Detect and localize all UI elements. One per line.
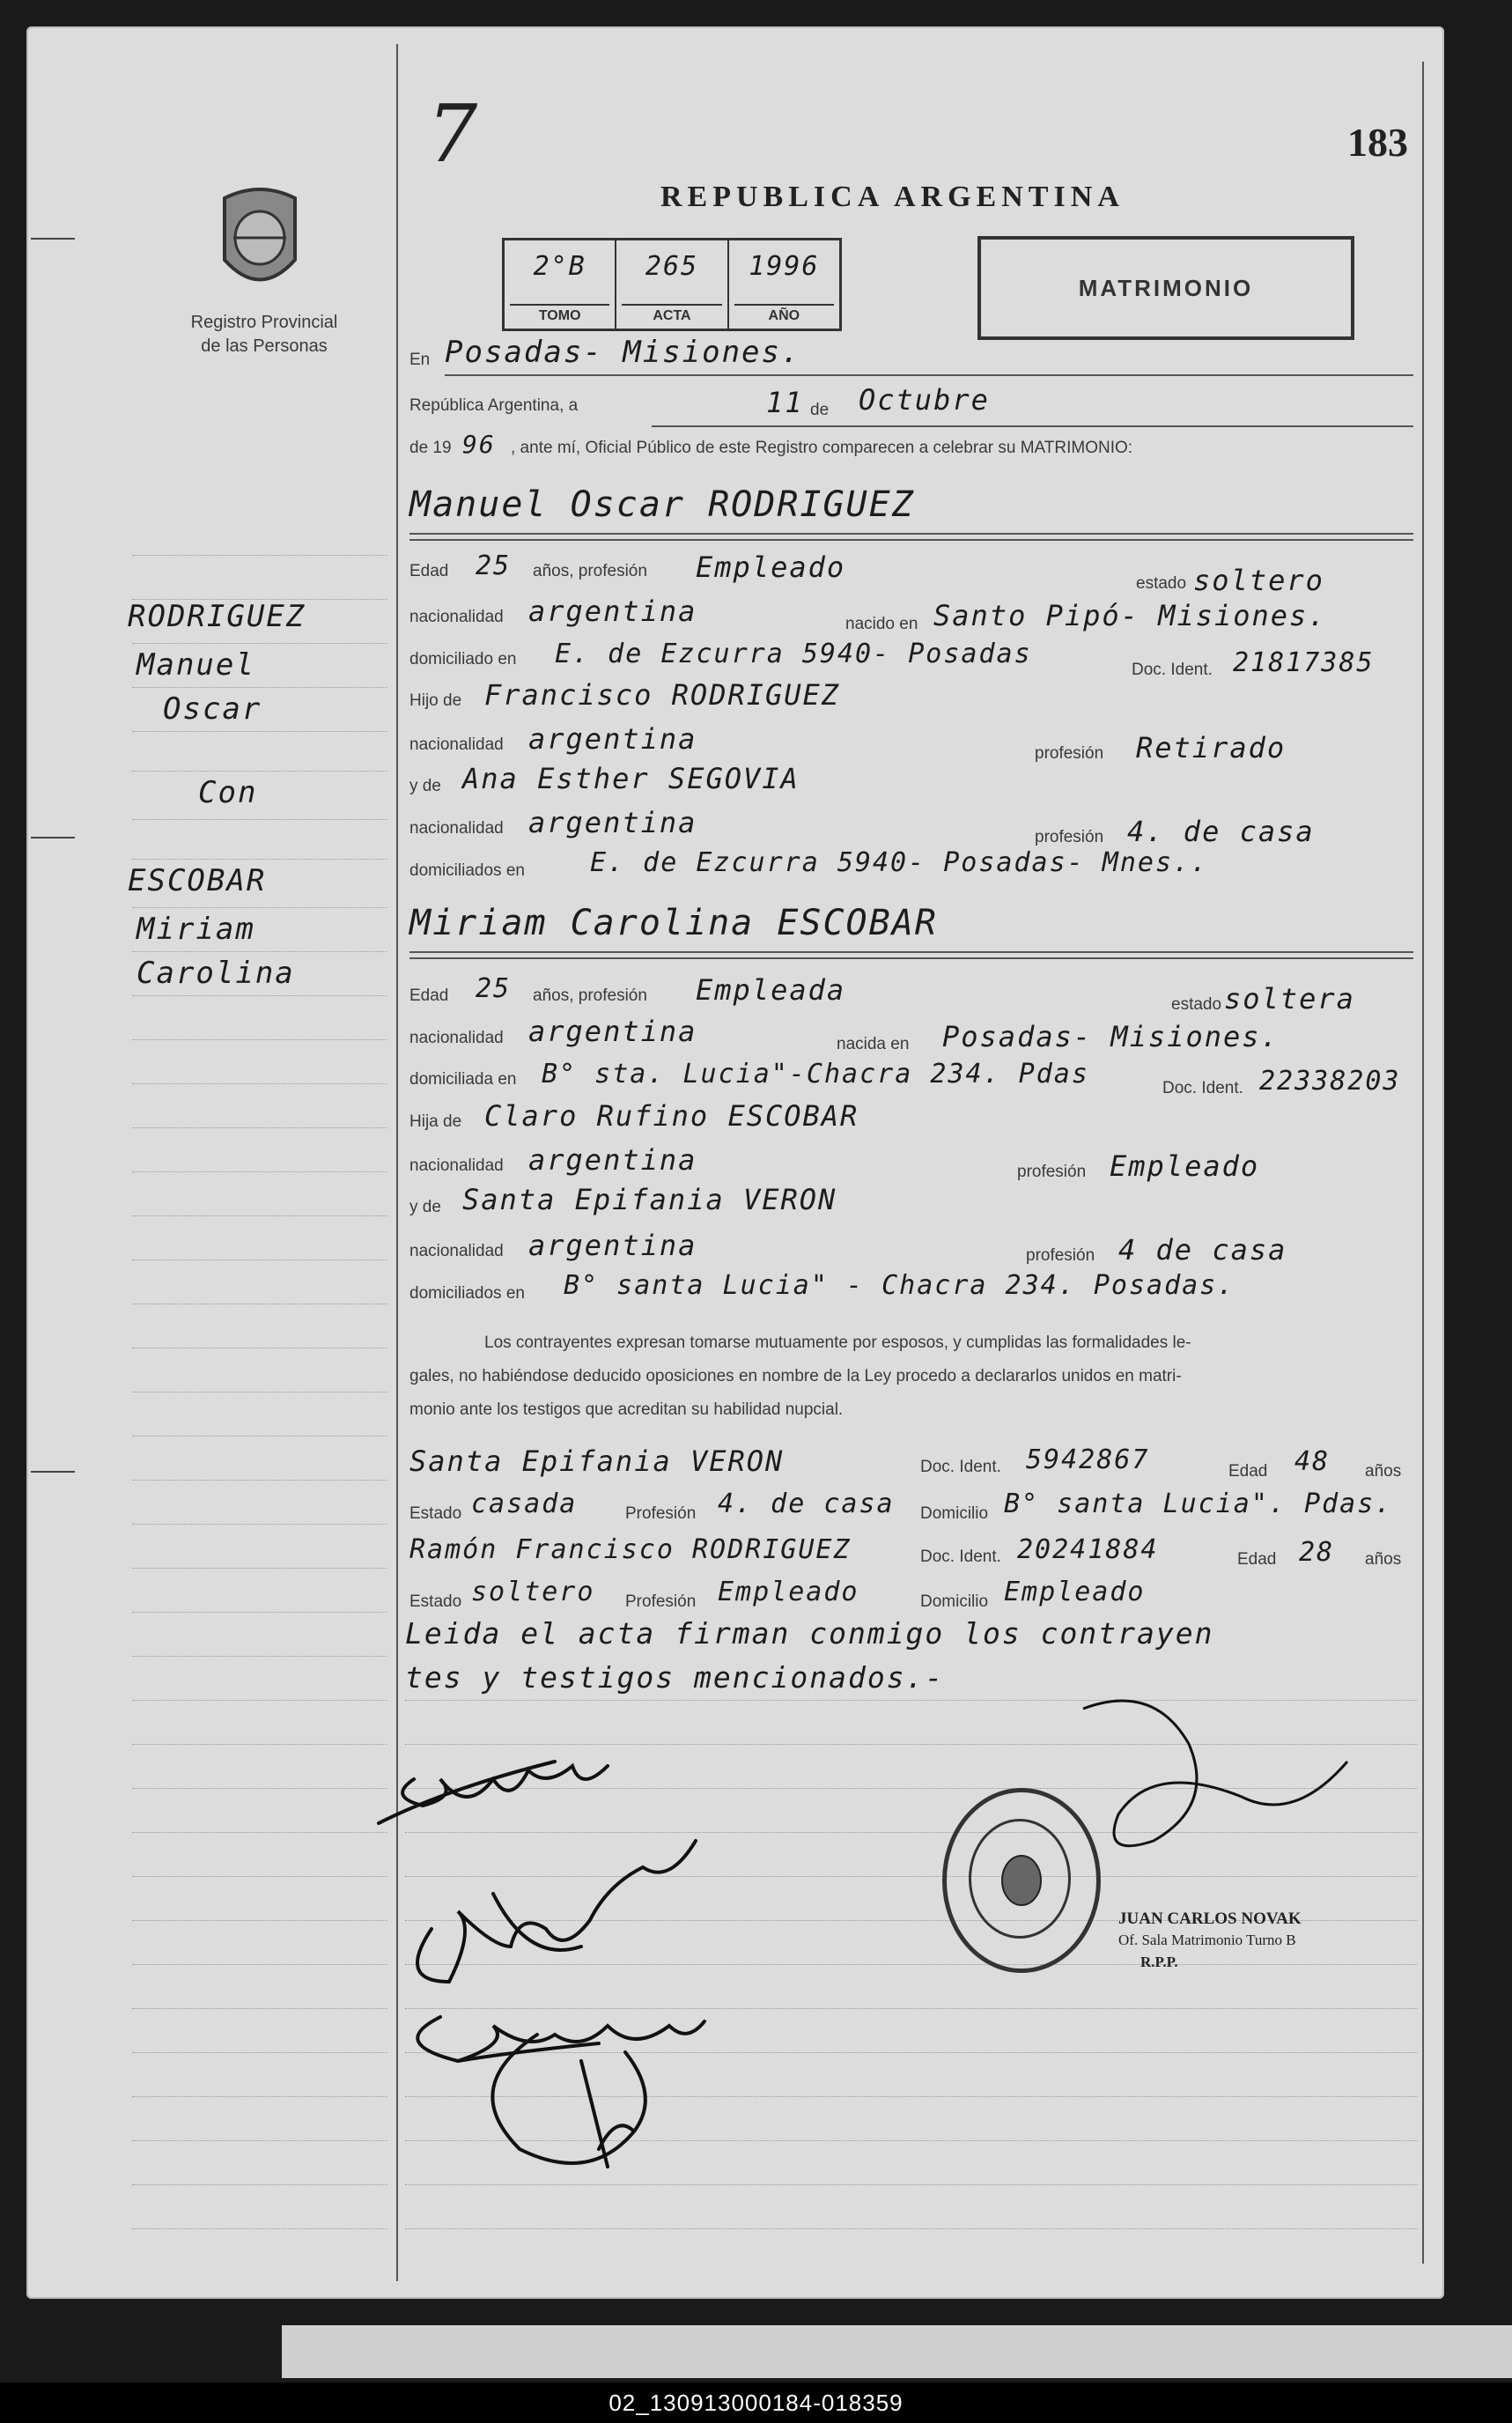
margin-bride-surname: ESCOBAR <box>128 863 267 898</box>
bride-nacido-label: nacida en <box>837 1035 910 1053</box>
witness1-age: 48 <box>1294 1446 1331 1477</box>
groom-estado: soltero <box>1193 564 1324 597</box>
bride-prof-label: años, profesión <box>533 986 647 1005</box>
bride-parents-address: B° santa Lucia" - Chacra 234. Posadas. <box>564 1270 1235 1301</box>
groom-birthplace: Santo Pipó- Misiones. <box>933 599 1327 632</box>
folio-mark: 7 <box>427 88 478 181</box>
acta-cell <box>616 240 728 329</box>
witness2-doc-label: Doc. Ident. <box>920 1548 1001 1566</box>
groom-nationality: argentina <box>528 595 697 628</box>
margin-groom-first: Manuel <box>136 647 255 683</box>
witness1-profession: 4. de casa <box>718 1489 895 1519</box>
official-office: R.P.P. <box>1140 1954 1178 1970</box>
tomo-acta-ano-box <box>502 238 842 331</box>
coat-of-arms-icon <box>207 181 313 304</box>
witness2-address: Empleado <box>1004 1577 1146 1607</box>
signature-groom <box>379 1762 608 1823</box>
bride-estado: soltera <box>1224 982 1355 1016</box>
signature-bride <box>417 1841 696 1982</box>
groom-mother-prof-label: profesión <box>1035 828 1104 846</box>
witness1-estado-label: Estado <box>409 1504 462 1523</box>
groom-parents-dom-label: domiciliados en <box>409 861 525 880</box>
official-name: JUAN CARLOS NOVAK <box>1118 1910 1302 1928</box>
witness1-doc-label: Doc. Ident. <box>920 1458 1001 1476</box>
bride-mother: Santa Epifania VERON <box>462 1183 837 1216</box>
bride-mother-profession: 4 de casa <box>1118 1233 1287 1267</box>
margin-bride-first: Miriam <box>136 912 255 947</box>
year-prefix: de 19 <box>409 439 452 457</box>
groom-prof-label: años, profesión <box>533 562 647 580</box>
witness2-profession: Empleado <box>718 1577 859 1607</box>
bride-father-profession: Empleado <box>1110 1149 1260 1183</box>
stamp-emblem-icon <box>995 1850 1048 1911</box>
witness2-doc: 20241884 <box>1017 1534 1159 1565</box>
bride-mother-prof-label: profesión <box>1026 1246 1095 1265</box>
bride-doc: 22338203 <box>1259 1066 1401 1097</box>
witness1-name: Santa Epifania VERON <box>409 1444 785 1478</box>
groom-nat-label: nacionalidad <box>409 608 504 626</box>
bride-parents-dom-label: domiciliados en <box>409 1284 525 1303</box>
witness2-dom-label: Domicilio <box>920 1592 989 1611</box>
witness1-estado: casada <box>471 1489 578 1519</box>
declaration-line2: gales, no habiéndose deducido oposiciones en nombre de la Ley procedo a declararlos unidos en matri- <box>409 1367 1182 1385</box>
groom-father-profession: Retirado <box>1136 731 1287 765</box>
binding-mark <box>31 238 75 240</box>
witness2-prof-label: Profesión <box>625 1592 697 1611</box>
underlying-page-strip <box>282 2325 1512 2378</box>
bride-nationality: argentina <box>528 1015 697 1048</box>
bride-age: 25 <box>476 973 512 1004</box>
groom-dom-label: domiciliado en <box>409 650 517 669</box>
bride-profession: Empleada <box>696 973 846 1007</box>
tomo-label: TOMO <box>538 308 581 323</box>
groom-address: E. de Ezcurra 5940- Posadas <box>555 639 1032 669</box>
intro-text: , ante mí, Oficial Público de este Registro comparecen a celebrar su MATRIMONIO: <box>511 439 1133 457</box>
witness2-anos-label: años <box>1365 1550 1402 1569</box>
witness2-name: Ramón Francisco RODRIGUEZ <box>409 1534 852 1565</box>
ano-label: AÑO <box>768 308 800 323</box>
groom-mother-profession: 4. de casa <box>1127 815 1315 848</box>
bride-address: B° sta. Lucia"-Chacra 234. Pdas <box>542 1059 1089 1090</box>
groom-estado-label: estado <box>1136 574 1187 593</box>
bride-father-nat-label: nacionalidad <box>409 1156 504 1175</box>
bride-mother-nat-label: nacionalidad <box>409 1242 504 1260</box>
register-page <box>26 26 1444 2299</box>
groom-father: Francisco RODRIGUEZ <box>484 678 841 712</box>
bride-yde-label: y de <box>409 1198 441 1216</box>
bride-hijo-label: Hija de <box>409 1112 462 1131</box>
tomo-value: 2°B <box>533 251 586 282</box>
groom-doc: 21817385 <box>1233 647 1375 678</box>
witness2-estado-label: Estado <box>409 1592 462 1611</box>
tomo-cell <box>505 240 616 329</box>
groom-parents-address: E. de Ezcurra 5940- Posadas- Mnes.. <box>590 847 1209 878</box>
signature-witness1 <box>417 2017 704 2061</box>
registry-line1: Registro Provincial <box>190 313 338 332</box>
bride-edad-label: Edad <box>409 986 449 1005</box>
groom-age: 25 <box>476 550 512 581</box>
declaration-line3: monio ante los testigos que acreditan su habilidad nupcial. <box>409 1400 844 1419</box>
margin-bride-second: Carolina <box>136 956 295 991</box>
page-number: 183 <box>1347 120 1408 165</box>
acta-label: ACTA <box>653 308 691 323</box>
margin-connector: Con <box>198 775 258 810</box>
witness1-edad-label: Edad <box>1228 1462 1268 1481</box>
en-label: En <box>409 351 431 369</box>
bride-name: Miriam Carolina ESCOBAR <box>409 903 938 943</box>
closing-line2: tes y testigos mencionados.- <box>405 1660 945 1695</box>
year-suffix: 96 <box>462 430 496 459</box>
groom-yde-label: y de <box>409 777 441 795</box>
margin-groom-surname: RODRIGUEZ <box>128 599 306 634</box>
registry-line2: de las Personas <box>201 336 328 356</box>
bride-dom-label: domiciliada en <box>409 1070 517 1089</box>
act-type-box: MATRIMONIO <box>977 236 1354 340</box>
groom-father-nat-label: nacionalidad <box>409 735 504 754</box>
day-value: 11 <box>766 386 804 419</box>
groom-nacido-label: nacido en <box>845 615 918 633</box>
witness1-prof-label: Profesión <box>625 1504 697 1523</box>
republica-label: República Argentina, a <box>409 396 579 415</box>
groom-mother-nationality: argentina <box>528 806 697 839</box>
official-signature <box>1057 1691 1391 1920</box>
bride-father-prof-label: profesión <box>1017 1163 1087 1181</box>
ano-value: 1996 <box>749 251 820 282</box>
witness2-estado: soltero <box>471 1577 595 1607</box>
bride-nat-label: nacionalidad <box>409 1029 504 1047</box>
signatures-area <box>361 1726 819 2272</box>
binding-mark <box>31 1471 75 1473</box>
margin-groom-second: Oscar <box>163 691 262 727</box>
bride-estado-label: estado <box>1171 995 1222 1014</box>
groom-father-nationality: argentina <box>528 722 697 756</box>
bride-father: Claro Rufino ESCOBAR <box>484 1099 859 1133</box>
witness1-anos-label: años <box>1365 1462 1402 1481</box>
country-title: REPUBLICA ARGENTINA <box>660 181 1125 213</box>
left-margin <box>26 26 387 2299</box>
groom-doc-label: Doc. Ident. <box>1132 661 1213 679</box>
bride-birthplace: Posadas- Misiones. <box>942 1020 1280 1053</box>
groom-father-prof-label: profesión <box>1035 744 1104 763</box>
groom-profession: Empleado <box>696 550 846 584</box>
month-value: Octubre <box>859 383 990 417</box>
place-value: Posadas- Misiones. <box>445 335 801 370</box>
groom-mother-nat-label: nacionalidad <box>409 819 504 838</box>
witness1-dom-label: Domicilio <box>920 1504 989 1523</box>
groom-mother: Ana Esther SEGOVIA <box>462 762 800 795</box>
right-border <box>1422 62 1424 2264</box>
witness1-address: B° santa Lucia". Pdas. <box>1004 1489 1393 1519</box>
groom-hijo-label: Hijo de <box>409 691 462 710</box>
image-caption: 02_130913000184-018359 <box>0 2382 1512 2423</box>
bride-mother-nationality: argentina <box>528 1229 697 1262</box>
binding-mark <box>31 837 75 838</box>
declaration-line1: Los contrayentes expresan tomarse mutuamente por esposos, y cumplidas las formalidades le- <box>484 1333 1191 1352</box>
groom-edad-label: Edad <box>409 562 449 580</box>
witness2-edad-label: Edad <box>1237 1550 1277 1569</box>
groom-name: Manuel Oscar RODRIGUEZ <box>409 484 915 525</box>
official-role: Of. Sala Matrimonio Turno B <box>1118 1932 1296 1948</box>
closing-line1: Leida el acta firman conmigo los contrayen <box>405 1616 1214 1651</box>
bride-father-nationality: argentina <box>528 1143 697 1177</box>
acta-value: 265 <box>645 251 699 282</box>
de-label: de <box>810 401 830 419</box>
ano-cell <box>729 240 839 329</box>
witness1-doc: 5942867 <box>1026 1444 1150 1475</box>
witness2-age: 28 <box>1299 1537 1335 1568</box>
bride-doc-label: Doc. Ident. <box>1162 1079 1243 1097</box>
